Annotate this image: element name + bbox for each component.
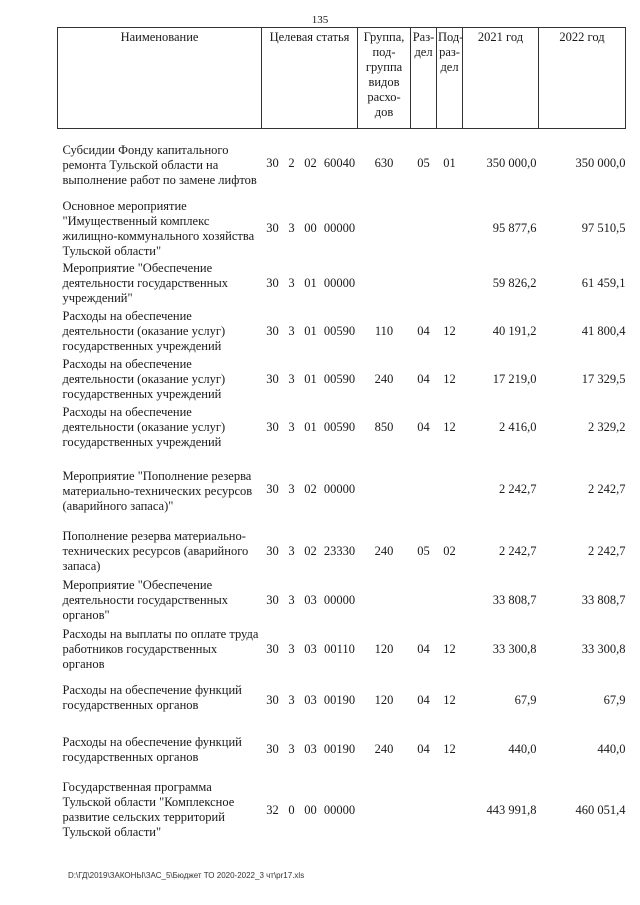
row-name: Расходы на выплаты по оплате труда работников государственных органов	[62, 627, 259, 671]
row-target-p4: 00000	[323, 481, 356, 496]
row-subsection: 12	[443, 742, 456, 756]
row-section	[411, 577, 437, 625]
row-target-p3: 01	[304, 324, 317, 338]
row-target-p3: 02	[304, 155, 317, 170]
row-name: Государственная программа Тульской области "Комплексное развитие сельских территорий Тульской области"	[62, 780, 235, 839]
row-amount-2022: 440,0	[597, 742, 626, 756]
table-row	[58, 577, 626, 625]
row-group	[358, 774, 411, 847]
row-amount-2022: 61 459,1	[581, 276, 626, 290]
row-target-p4: 00190	[323, 742, 356, 756]
row-amount-2022: 17 329,5	[581, 372, 626, 386]
row-subsection: 12	[443, 420, 456, 434]
row-target-p1: 30	[266, 544, 279, 558]
row-amount-2021: 443 991,8	[486, 802, 537, 817]
row-target-p3: 03	[304, 692, 317, 707]
header-year-2021: 2021 год	[463, 28, 539, 129]
row-name: Расходы на обеспечение функций государственных органов	[62, 734, 242, 764]
row-target-p4: 00590	[323, 372, 356, 386]
row-subsection: 12	[443, 372, 456, 386]
table-row	[58, 774, 626, 847]
row-target-p1: 30	[266, 420, 279, 434]
row-target-p1: 30	[266, 642, 279, 656]
row-target-p3: 03	[304, 742, 317, 756]
row-amount-2021: 2 242,7	[499, 481, 537, 496]
row-group: 110	[374, 324, 394, 338]
row-target-p2: 3	[288, 481, 295, 496]
row-group	[358, 452, 411, 527]
row-target-p4: 00190	[323, 692, 356, 707]
row-target-p1: 30	[266, 593, 279, 607]
row-subsection: 01	[443, 155, 456, 170]
row-group: 630	[374, 155, 394, 170]
row-target-p4: 00110	[324, 642, 355, 656]
row-group	[358, 198, 411, 260]
row-group: 240	[374, 372, 394, 386]
row-target-p1: 30	[266, 372, 279, 386]
row-amount-2021: 59 826,2	[492, 276, 537, 290]
row-amount-2021: 95 877,6	[492, 221, 537, 235]
row-target-p1: 30	[266, 692, 279, 707]
row-target-p3: 03	[304, 593, 317, 607]
row-target-p2: 3	[288, 544, 295, 558]
row-section: 04	[417, 372, 430, 386]
row-group: 240	[374, 742, 394, 756]
table-row	[58, 356, 626, 404]
row-target-p1: 30	[266, 324, 279, 338]
row-target-p1: 30	[266, 221, 279, 235]
table-row	[58, 452, 626, 527]
row-amount-2021: 67,9	[514, 692, 537, 707]
table-body	[58, 129, 626, 847]
header-name: Наименование	[58, 28, 262, 129]
row-name: Расходы на обеспечение деятельности (оказание услуг) государственных учреждений	[62, 405, 226, 449]
table-row	[58, 625, 626, 675]
row-target-p3: 00	[304, 802, 317, 817]
table-row	[58, 404, 626, 452]
header-section: Раз- дел	[411, 28, 437, 129]
table-row	[58, 675, 626, 726]
row-amount-2021: 440,0	[508, 742, 537, 756]
table-row	[58, 308, 626, 356]
row-group: 240	[374, 544, 394, 558]
row-target-p2: 3	[288, 276, 295, 290]
row-section: 04	[417, 692, 430, 707]
row-target-p2: 2	[288, 155, 295, 170]
row-amount-2022: 2 329,2	[588, 420, 626, 434]
row-amount-2022: 350 000,0	[575, 155, 626, 170]
row-amount-2022: 460 051,4	[575, 802, 626, 817]
row-amount-2022: 2 242,7	[588, 481, 626, 496]
row-subsection: 02	[443, 544, 456, 558]
row-target-p3: 01	[304, 372, 317, 386]
row-target-p2: 3	[288, 692, 295, 707]
row-section: 05	[417, 155, 430, 170]
row-name: Мероприятие "Обеспечение деятельности государственных органов"	[62, 578, 228, 622]
row-target-p1: 30	[266, 742, 279, 756]
row-subsection	[437, 198, 463, 260]
row-name: Расходы на обеспечение функций государственных органов	[62, 682, 242, 712]
row-target-p3: 02	[304, 544, 317, 558]
table-row	[58, 527, 626, 577]
row-group: 120	[374, 642, 394, 656]
header-target-article: Целевая статья	[262, 28, 358, 129]
row-section: 04	[417, 742, 430, 756]
row-section	[411, 198, 437, 260]
row-subsection: 12	[443, 692, 456, 707]
row-target-p4: 00000	[323, 221, 356, 235]
row-amount-2022: 97 510,5	[581, 221, 626, 235]
row-amount-2022: 41 800,4	[581, 324, 626, 338]
header-group: Группа, под- группа видов расхо- дов	[358, 28, 411, 129]
row-target-p3: 00	[304, 221, 317, 235]
row-subsection	[437, 260, 463, 308]
row-amount-2022: 2 242,7	[588, 544, 626, 558]
row-target-p1: 30	[266, 276, 279, 290]
row-subsection	[437, 577, 463, 625]
row-subsection	[437, 452, 463, 527]
row-section	[411, 452, 437, 527]
row-target-p2: 3	[288, 372, 295, 386]
file-path-footer: D:\ГД\2019\ЗАКОНЫ\ЗАС_5\Бюджет ТО 2020-2022_3 чт\pr17.xls	[68, 871, 305, 880]
table-row	[58, 260, 626, 308]
row-amount-2021: 17 219,0	[492, 372, 537, 386]
row-name: Расходы на обеспечение деятельности (оказание услуг) государственных учреждений	[62, 309, 226, 353]
row-target-p4: 00590	[323, 420, 356, 434]
row-target-p2: 3	[288, 593, 295, 607]
table-row	[58, 198, 626, 260]
row-target-p4: 00000	[323, 593, 356, 607]
row-amount-2021: 2 242,7	[499, 544, 537, 558]
row-amount-2021: 33 300,8	[492, 642, 537, 656]
row-target-p1: 32	[266, 802, 279, 817]
row-target-p2: 3	[288, 221, 295, 235]
header-subsection: Под- раз- дел	[437, 28, 463, 129]
row-target-p4: 00000	[323, 802, 356, 817]
row-section: 04	[417, 642, 430, 656]
row-amount-2022: 67,9	[603, 692, 626, 707]
row-target-p2: 3	[288, 420, 295, 434]
row-section	[411, 260, 437, 308]
row-group	[358, 260, 411, 308]
row-subsection	[437, 774, 463, 847]
row-target-p4: 00000	[323, 276, 356, 290]
row-name: Основное мероприятие "Имущественный комплекс жилищно-коммунального хозяйства Тульской области"	[62, 198, 255, 258]
table-row	[58, 726, 626, 774]
row-target-p3: 01	[304, 420, 317, 434]
row-name: Мероприятие "Пополнение резерва материально-технических ресурсов (аварийного запаса)"	[62, 468, 253, 513]
row-amount-2021: 350 000,0	[486, 155, 537, 170]
row-section: 04	[417, 324, 430, 338]
row-amount-2022: 33 808,7	[581, 593, 626, 607]
row-target-p2: 3	[288, 642, 295, 656]
row-name: Пополнение резерва материально-технических ресурсов (аварийного запаса)	[62, 529, 249, 573]
row-name: Мероприятие "Обеспечение деятельности государственных учреждений"	[62, 261, 228, 305]
row-target-p2: 3	[288, 324, 295, 338]
row-target-p2: 0	[288, 802, 295, 817]
row-subsection: 12	[443, 324, 456, 338]
table-row	[58, 129, 626, 198]
row-section	[411, 774, 437, 847]
row-section: 04	[417, 420, 430, 434]
row-target-p1: 30	[266, 155, 279, 170]
row-target-p4: 00590	[323, 324, 356, 338]
row-section: 05	[417, 544, 430, 558]
row-amount-2021: 33 808,7	[492, 593, 537, 607]
row-target-p2: 3	[288, 742, 295, 756]
row-target-p1: 30	[266, 481, 279, 496]
row-group	[358, 577, 411, 625]
table-header-row	[58, 28, 626, 129]
row-amount-2021: 40 191,2	[492, 324, 537, 338]
page-number: 135	[311, 14, 329, 26]
row-name: Субсидии Фонду капитального ремонта Тульской области на выполнение работ по замене лифтов	[62, 142, 257, 187]
row-group: 850	[374, 420, 394, 434]
row-name: Расходы на обеспечение деятельности (оказание услуг) государственных учреждений	[62, 357, 226, 401]
row-amount-2021: 2 416,0	[499, 420, 537, 434]
row-target-p4: 23330	[323, 544, 356, 558]
row-group: 120	[374, 692, 394, 707]
row-amount-2022: 33 300,8	[581, 642, 626, 656]
row-subsection: 12	[443, 642, 456, 656]
budget-table	[57, 27, 626, 847]
row-target-p3: 02	[304, 481, 317, 496]
header-year-2022: 2022 год	[539, 28, 626, 129]
row-target-p3: 03	[304, 642, 317, 656]
row-target-p3: 01	[304, 276, 317, 290]
row-target-p4: 60040	[323, 155, 356, 170]
